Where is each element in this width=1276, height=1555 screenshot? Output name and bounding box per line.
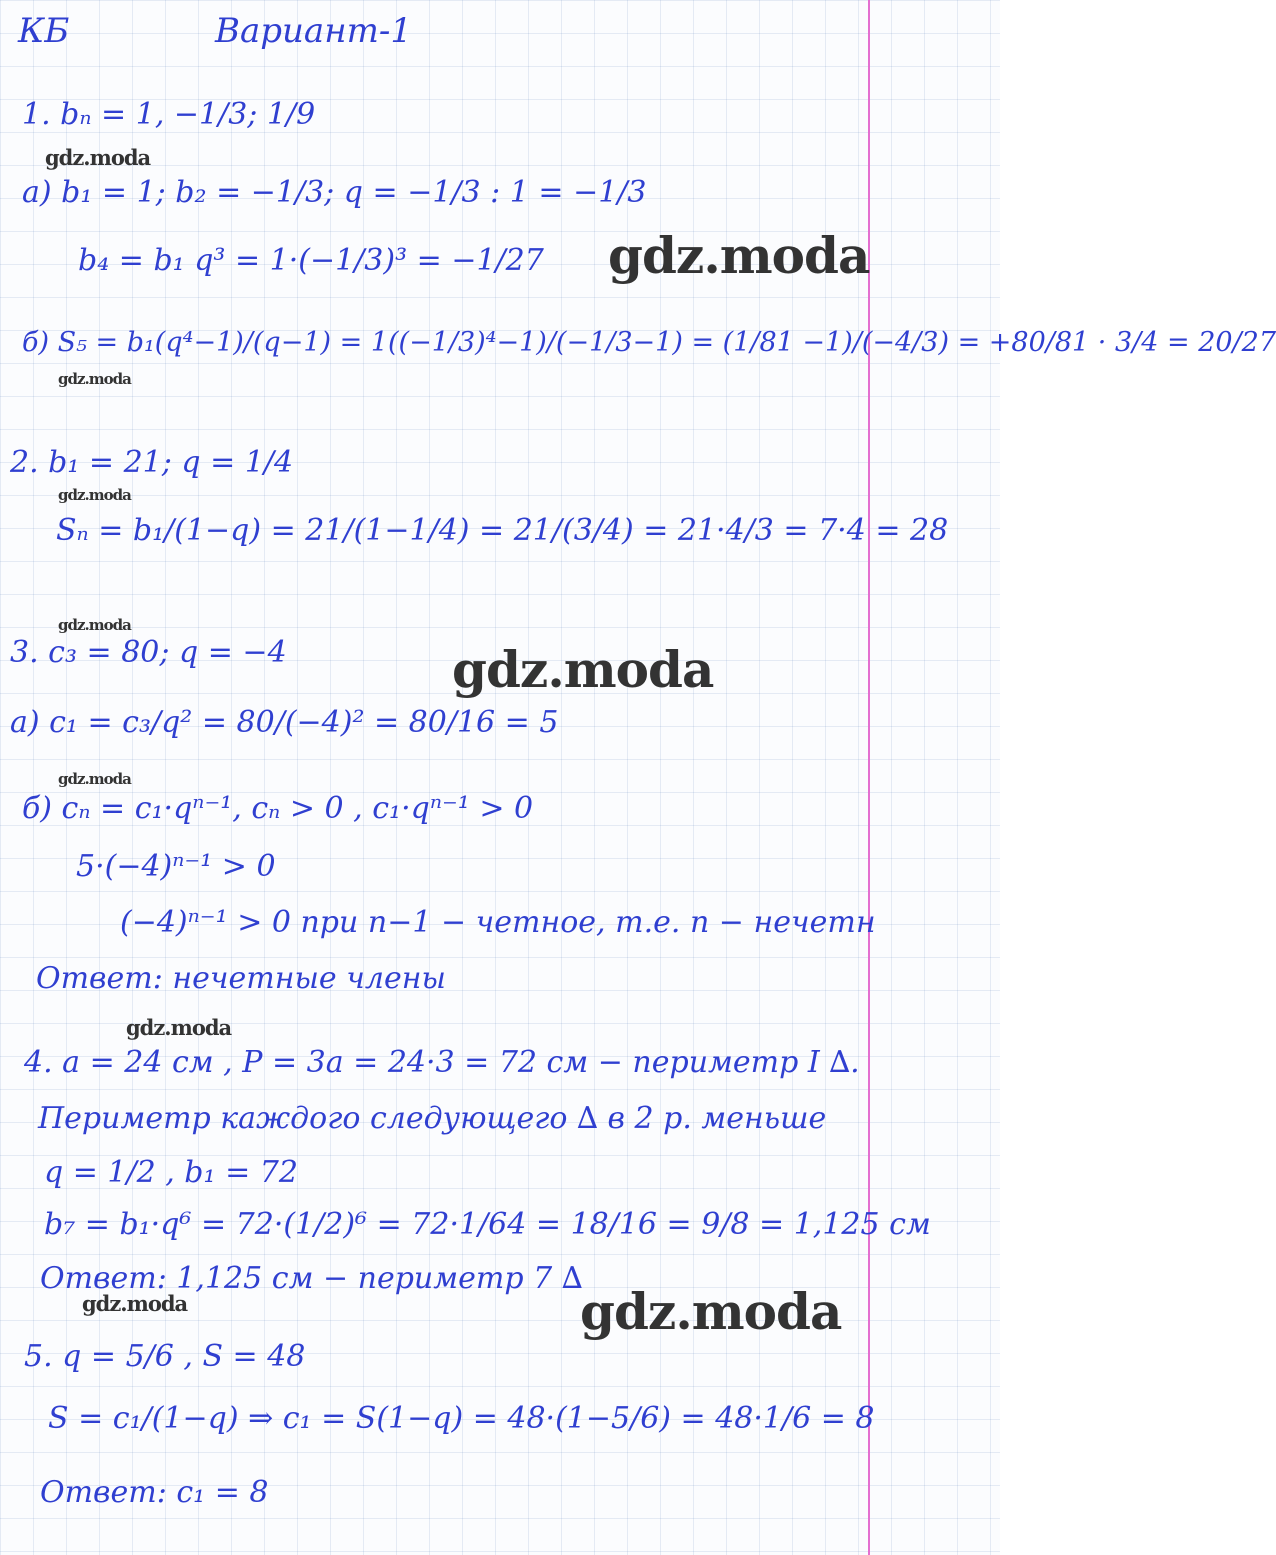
task5-line: S = c₁/(1−q) ⇒ c₁ = S(1−q) = 48·(1−5/6) = 48·1/6 = 8 — [48, 1401, 875, 1436]
task3-b-line1: б) cₙ = c₁·qⁿ⁻¹, cₙ > 0 , c₁·qⁿ⁻¹ > 0 — [22, 791, 534, 826]
task2-line: Sₙ = b₁/(1−q) = 21/(1−1/4) = 21/(3/4) = 21·4/3 = 7·4 = 28 — [56, 513, 949, 548]
task2-given: 2. b₁ = 21; q = 1/4 — [10, 445, 294, 480]
task4-line3: q = 1/2 , b₁ = 72 — [44, 1155, 298, 1190]
task1-b-line: б) S₅ = b₁(q⁴−1)/(q−1) = 1((−1/3)⁴−1)/(−1/3−1) = (1/81 −1)/(−4/3) = +80/81 · 3/4 = 20/27 — [22, 327, 1276, 358]
watermark: gdz.moda — [45, 145, 151, 170]
task4-line1: 4. a = 24 см , P = 3a = 24·3 = 72 см − периметр I ∆. — [24, 1045, 860, 1080]
task1-given: 1. bₙ = 1, −1/3; 1/9 — [22, 97, 316, 132]
watermark: gdz.moda — [58, 370, 131, 388]
watermark: gdz.moda — [82, 1291, 188, 1316]
task4-answer: Ответ: 1,125 см − периметр 7 ∆ — [40, 1261, 583, 1296]
header-variant: Вариант-1 — [215, 11, 412, 51]
task1-a-line1: а) b₁ = 1; b₂ = −1/3; q = −1/3 : 1 = −1/3 — [22, 175, 647, 210]
task4-line2: Периметр каждого следующего ∆ в 2 р. меньше — [38, 1101, 827, 1136]
task1-a-line2: b₄ = b₁ q³ = 1·(−1/3)³ = −1/27 — [78, 243, 544, 278]
watermark: gdz.moda — [608, 226, 870, 285]
task3-answer: Ответ: нечетные члены — [36, 961, 446, 996]
task3-given: 3. c₃ = 80; q = −4 — [10, 635, 287, 670]
task3-b-line2: 5·(−4)ⁿ⁻¹ > 0 — [76, 849, 276, 884]
header-code: КБ — [18, 11, 70, 51]
watermark: gdz.moda — [58, 486, 131, 504]
watermark: gdz.moda — [580, 1282, 842, 1341]
task4-line4: b₇ = b₁·q⁶ = 72·(1/2)⁶ = 72·1/64 = 18/16 = 9/8 = 1,125 см — [44, 1207, 931, 1242]
watermark: gdz.moda — [58, 616, 131, 634]
task5-given: 5. q = 5/6 , S = 48 — [24, 1339, 306, 1374]
watermark: gdz.moda — [452, 640, 714, 699]
watermark: gdz.moda — [58, 770, 131, 788]
watermark: gdz.moda — [126, 1015, 232, 1040]
task3-a-line: а) c₁ = c₃/q² = 80/(−4)² = 80/16 = 5 — [10, 705, 559, 740]
task5-answer: Ответ: c₁ = 8 — [40, 1475, 269, 1510]
task3-b-line3: (−4)ⁿ⁻¹ > 0 при n−1 − четное, т.е. n − нечетн — [120, 905, 876, 940]
